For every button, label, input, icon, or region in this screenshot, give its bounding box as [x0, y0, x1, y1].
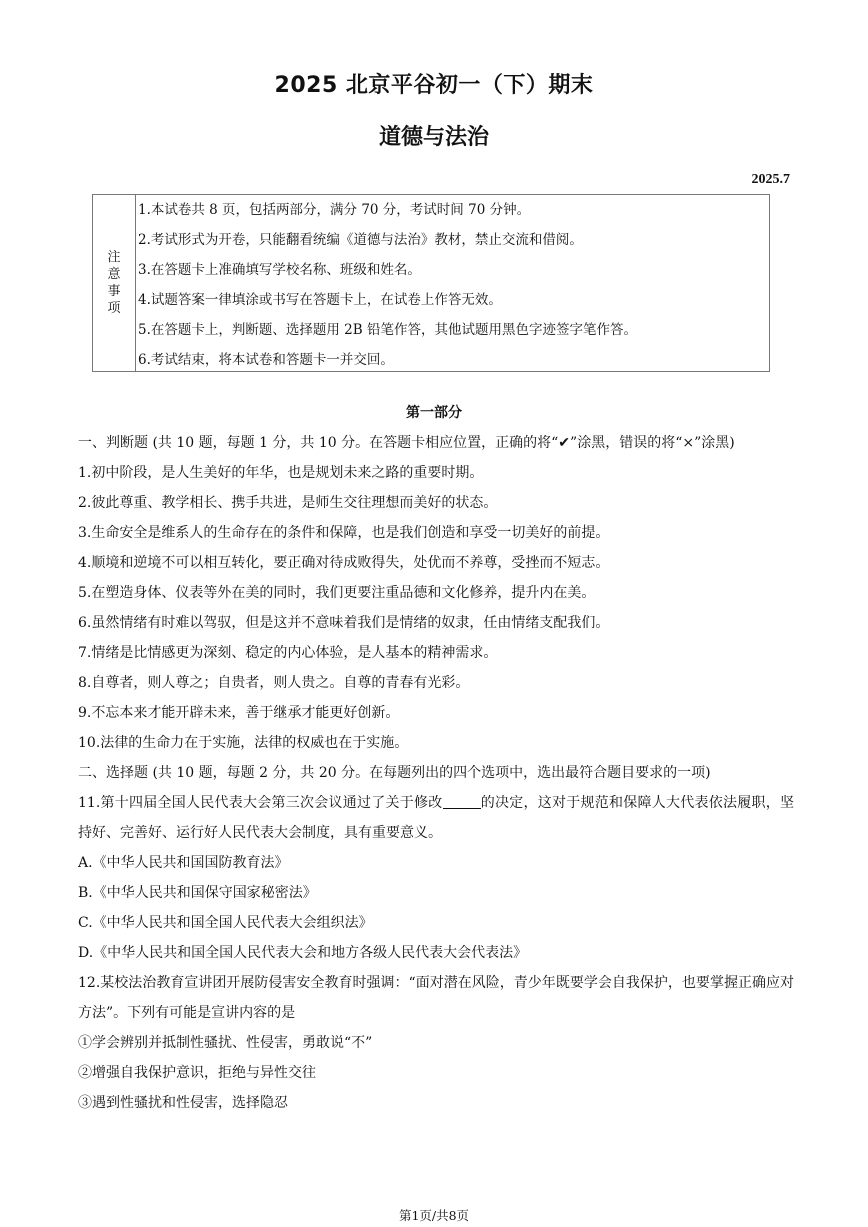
notice-item: 1.本试卷共 8 页，包括两部分，满分 70 分，考试时间 70 分钟。	[138, 202, 531, 218]
option-item: B.《中华人民共和国保守国家秘密法》	[78, 885, 317, 901]
exam-date: 2025.7	[751, 172, 790, 187]
notice-label-char: 项	[107, 301, 121, 316]
notice-item: 6.考试结束，将本试卷和答题卡一并交回。	[138, 352, 394, 368]
subject-title: 道德与法治	[378, 125, 489, 150]
notice-label	[93, 195, 136, 371]
notice-label-char: 意	[107, 267, 121, 282]
question-stem-before: 11.第十四届全国人民代表大会第三次会议通过了关于修改	[78, 795, 443, 811]
statement-item: ③遇到性骚扰和性侵害，选择隐忍	[78, 1095, 288, 1111]
option-item: D.《中华人民共和国全国人民代表大会和地方各级人民代表大会代表法》	[78, 945, 528, 961]
exam-title: 2025 北京平谷初一（下）期末	[274, 73, 594, 98]
question-stem-after: 的决定，这对于规范和保障人大代表依法履职，坚持好、完善好、运行好人民代表大会制度，具有重要意义。	[78, 795, 795, 841]
judgment-item: 4.顺境和逆境不可以相互转化，要正确对待成败得失，处优而不养尊，受挫而不短志。	[78, 555, 610, 571]
judgment-item: 8.自尊者，则人尊之；自贵者，则人贵之。自尊的青春有光彩。	[78, 675, 470, 691]
answer-blank	[443, 794, 481, 809]
exam-content	[78, 428, 794, 1118]
question-stem: 12.某校法治教育宣讲团开展防侵害安全教育时强调：“面对潜在风险，青少年既要学会自我保护，也要掌握正确应对方法”。下列有可能是宣讲内容的是	[78, 975, 794, 1021]
notice-label-char: 事	[107, 284, 121, 299]
statement-item: ②增强自我保护意识，拒绝与异性交往	[78, 1065, 316, 1081]
notice-list	[136, 195, 769, 371]
judgment-item: 7.情绪是比情感更为深刻、稳定的内心体验，是人基本的精神需求。	[78, 645, 498, 661]
judgment-item: 6.虽然情绪有时难以驾驭，但是这并不意味着我们是情绪的奴隶，任由情绪支配我们。	[78, 615, 610, 631]
question-stem	[78, 788, 794, 848]
notice-item: 2.考试形式为开卷，只能翻看统编《道德与法治》教材，禁止交流和借阅。	[138, 232, 583, 248]
section-heading: 二、选择题 (共 10 题，每题 2 分，共 20 分。在每题列出的四个选项中，选出最符合题目要求的一项)	[78, 765, 711, 781]
statement-item: ①学会辨别并抵制性骚扰、性侵害，勇敢说“不”	[78, 1035, 373, 1051]
judgment-item: 5.在塑造身体、仪表等外在美的同时，我们更要注重品德和文化修养，提升内在美。	[78, 585, 596, 601]
option-item: C.《中华人民共和国全国人民代表大会组织法》	[78, 915, 373, 931]
notice-box	[92, 194, 770, 372]
notice-item: 5.在答题卡上，判断题、选择题用 2B 铅笔作答，其他试题用黑色字迹签字笔作答。	[138, 322, 637, 338]
page-number: 第1页/共8页	[398, 1208, 470, 1223]
judgment-item: 1.初中阶段，是人生美好的年华，也是规划未来之路的重要时期。	[78, 465, 484, 481]
judgment-item: 3.生命安全是维系人的生命存在的条件和保障，也是我们创造和享受一切美好的前提。	[78, 525, 610, 541]
notice-item: 4.试题答案一律填涂或书写在答题卡上，在试卷上作答无效。	[138, 292, 502, 308]
notice-label-char: 注	[107, 250, 121, 265]
judgment-item: 10.法律的生命力在于实施，法律的权威也在于实施。	[78, 735, 409, 751]
option-item: A.《中华人民共和国国防教育法》	[78, 855, 289, 871]
notice-item: 3.在答题卡上准确填写学校名称、班级和姓名。	[138, 262, 421, 278]
judgment-item: 9.不忘本来才能开辟未来，善于继承才能更好创新。	[78, 705, 400, 721]
judgment-item: 2.彼此尊重、教学相长、携手共进，是师生交往理想而美好的状态。	[78, 495, 498, 511]
section-heading: 一、判断题 (共 10 题，每题 1 分，共 10 分。在答题卡相应位置，正确的将“✔”涂黑，错误的将“×”涂黑)	[78, 435, 735, 451]
part-title: 第一部分	[406, 405, 462, 421]
